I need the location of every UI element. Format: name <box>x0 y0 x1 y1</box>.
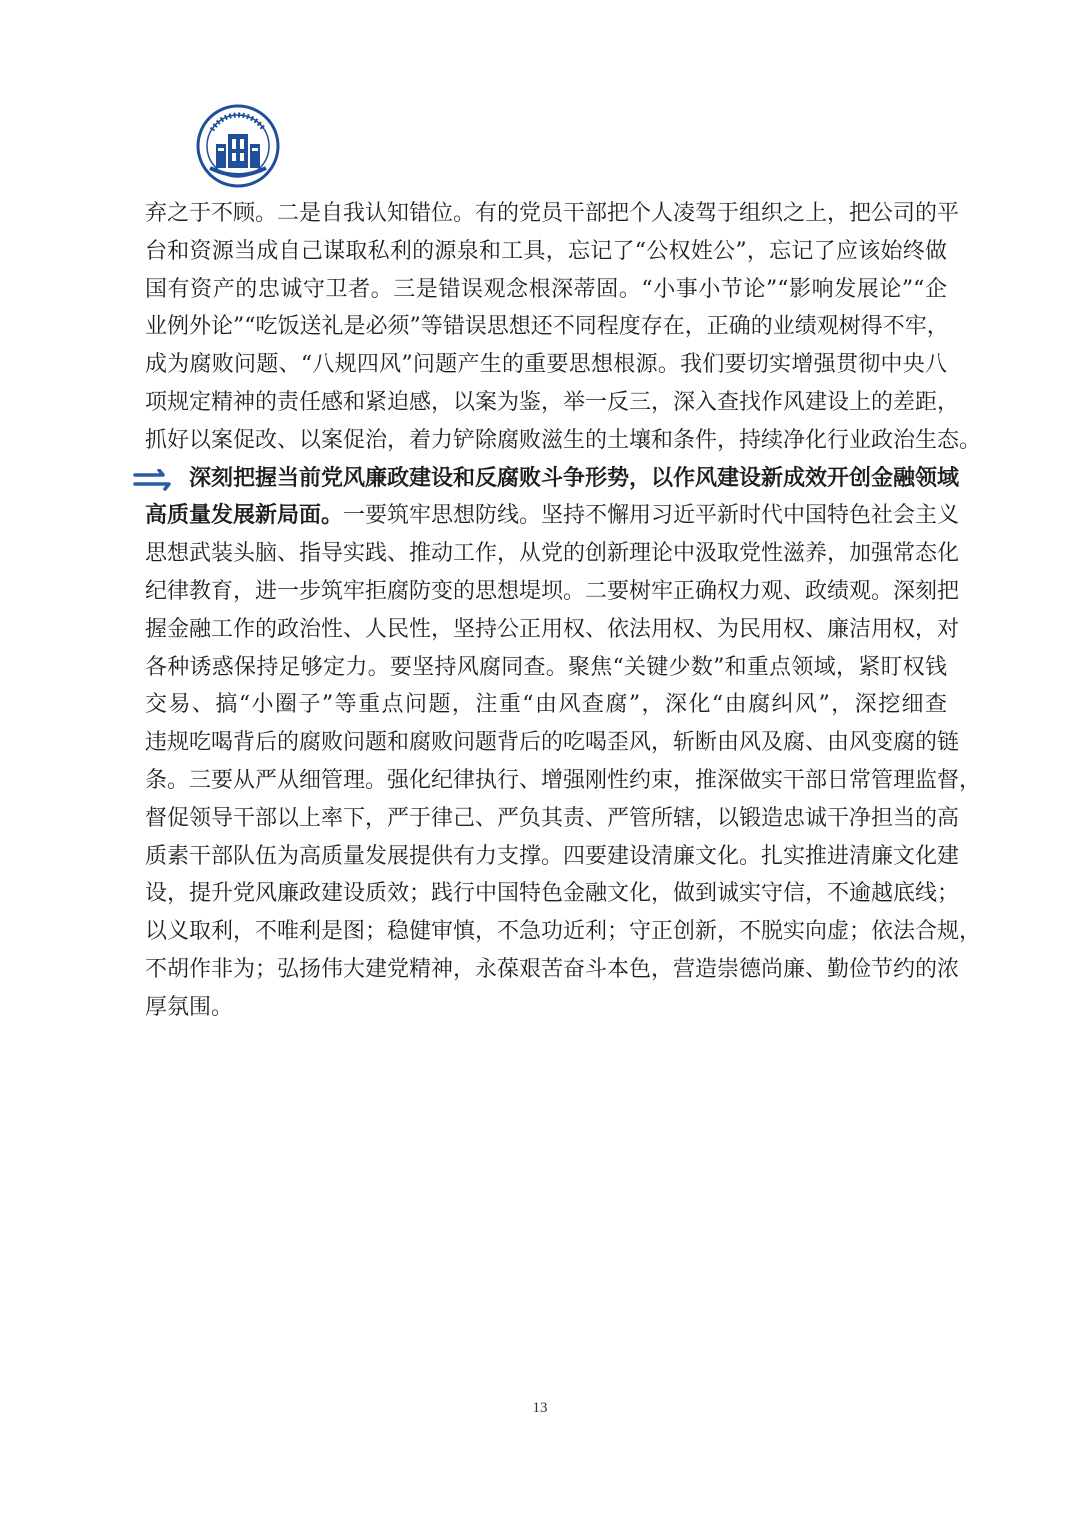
double-arrow-bullet-icon <box>133 469 177 491</box>
body-line: 弃之于不顾。二是自我认知错位。有的党员干部把个人凌驾于组织之上，把公司的平 <box>145 201 960 226</box>
body-line: 国有资产的忠诚守卫者。三是错误观念根深蒂固。“小事小节论”“影响发展论”“企 <box>145 276 947 302</box>
body-line: 厚氛围。 <box>145 994 234 1020</box>
body-line: 台和资源当成自己谋取私利的源泉和工具，忘记了“公权姓公”，忘记了应该始终做 <box>145 238 947 264</box>
body-text: 一要筑牢思想防线。坚持不懈用习近平新时代中国特色社会主义 <box>343 503 960 529</box>
section-heading-tail: 高质量发展新局面。 <box>145 502 344 529</box>
body-line: 抓好以案促改、以案促治，着力铲除腐败滋生的土壤和条件，持续净化行业政治生态。 <box>145 427 982 453</box>
body-line <box>145 497 960 535</box>
page-number: 13 <box>532 1400 548 1416</box>
body-line: 督促领导干部以上率下，严于律己、严负其责、严管所辖，以锻造忠诚干净担当的高 <box>145 805 960 831</box>
body-line: 思想武装头脑、指导实践、推动工作，从党的创新理论中汲取党性滋养，加强常态化 <box>145 541 960 567</box>
body-line: 项规定精神的责任感和紧迫感，以案为鉴，举一反三，深入查找作风建设上的差距， <box>145 389 960 415</box>
body-line: 质素干部队伍为高质量发展提供有力支撑。四要建设清廉文化。扎实推进清廉文化建 <box>145 843 960 869</box>
body-line: 各种诱惑保持足够定力。要坚持风腐同查。聚焦“关键少数”和重点领域，紧盯权钱 <box>145 654 947 680</box>
body-line: 以义取利，不唯利是图；稳健审慎，不急功近利；守正创新，不脱实向虚；依法合规， <box>145 919 982 945</box>
organization-emblem-icon <box>196 104 280 188</box>
section-heading-line <box>145 460 960 498</box>
body-line: 不胡作非为；弘扬伟大建党精神，永葆艰苦奋斗本色，营造崇德尚廉、勤俭节约的浓 <box>145 956 960 982</box>
body-line: 违规吃喝背后的腐败问题和腐败问题背后的吃喝歪风，斩断由风及腐、由风变腐的链 <box>145 730 960 756</box>
body-line: 设，提升党风廉政建设质效；践行中国特色金融文化，做到诚实守信，不逾越底线； <box>145 881 960 907</box>
body-line: 业例外论”“吃饭送礼是必须”等错误思想还不同程度存在，正确的业绩观树得不牢， <box>145 314 949 340</box>
body-line: 交易、搞“小圈子”等重点问题，注重“由风查腐”，深化“由腐纠风”，深挖细查 <box>145 692 947 718</box>
document-body <box>145 195 982 1027</box>
body-line: 握金融工作的政治性、人民性，坚持公正用权、依法用权、为民用权、廉洁用权，对 <box>145 616 960 642</box>
section-heading-text: 深刻把握当前党风廉政建设和反腐败斗争形势，以作风建设新成效开创金融领域 <box>189 464 960 491</box>
body-line: 纪律教育，进一步筑牢拒腐防变的思想堤坝。二要树牢正确权力观、政绩观。深刻把 <box>145 578 960 604</box>
body-line: 成为腐败问题、“八规四风”问题产生的重要思想根源。我们要切实增强贯彻中央八 <box>145 352 947 378</box>
body-line: 条。三要从严从细管理。强化纪律执行、增强刚性约束，推深做实干部日常管理监督， <box>145 767 982 793</box>
